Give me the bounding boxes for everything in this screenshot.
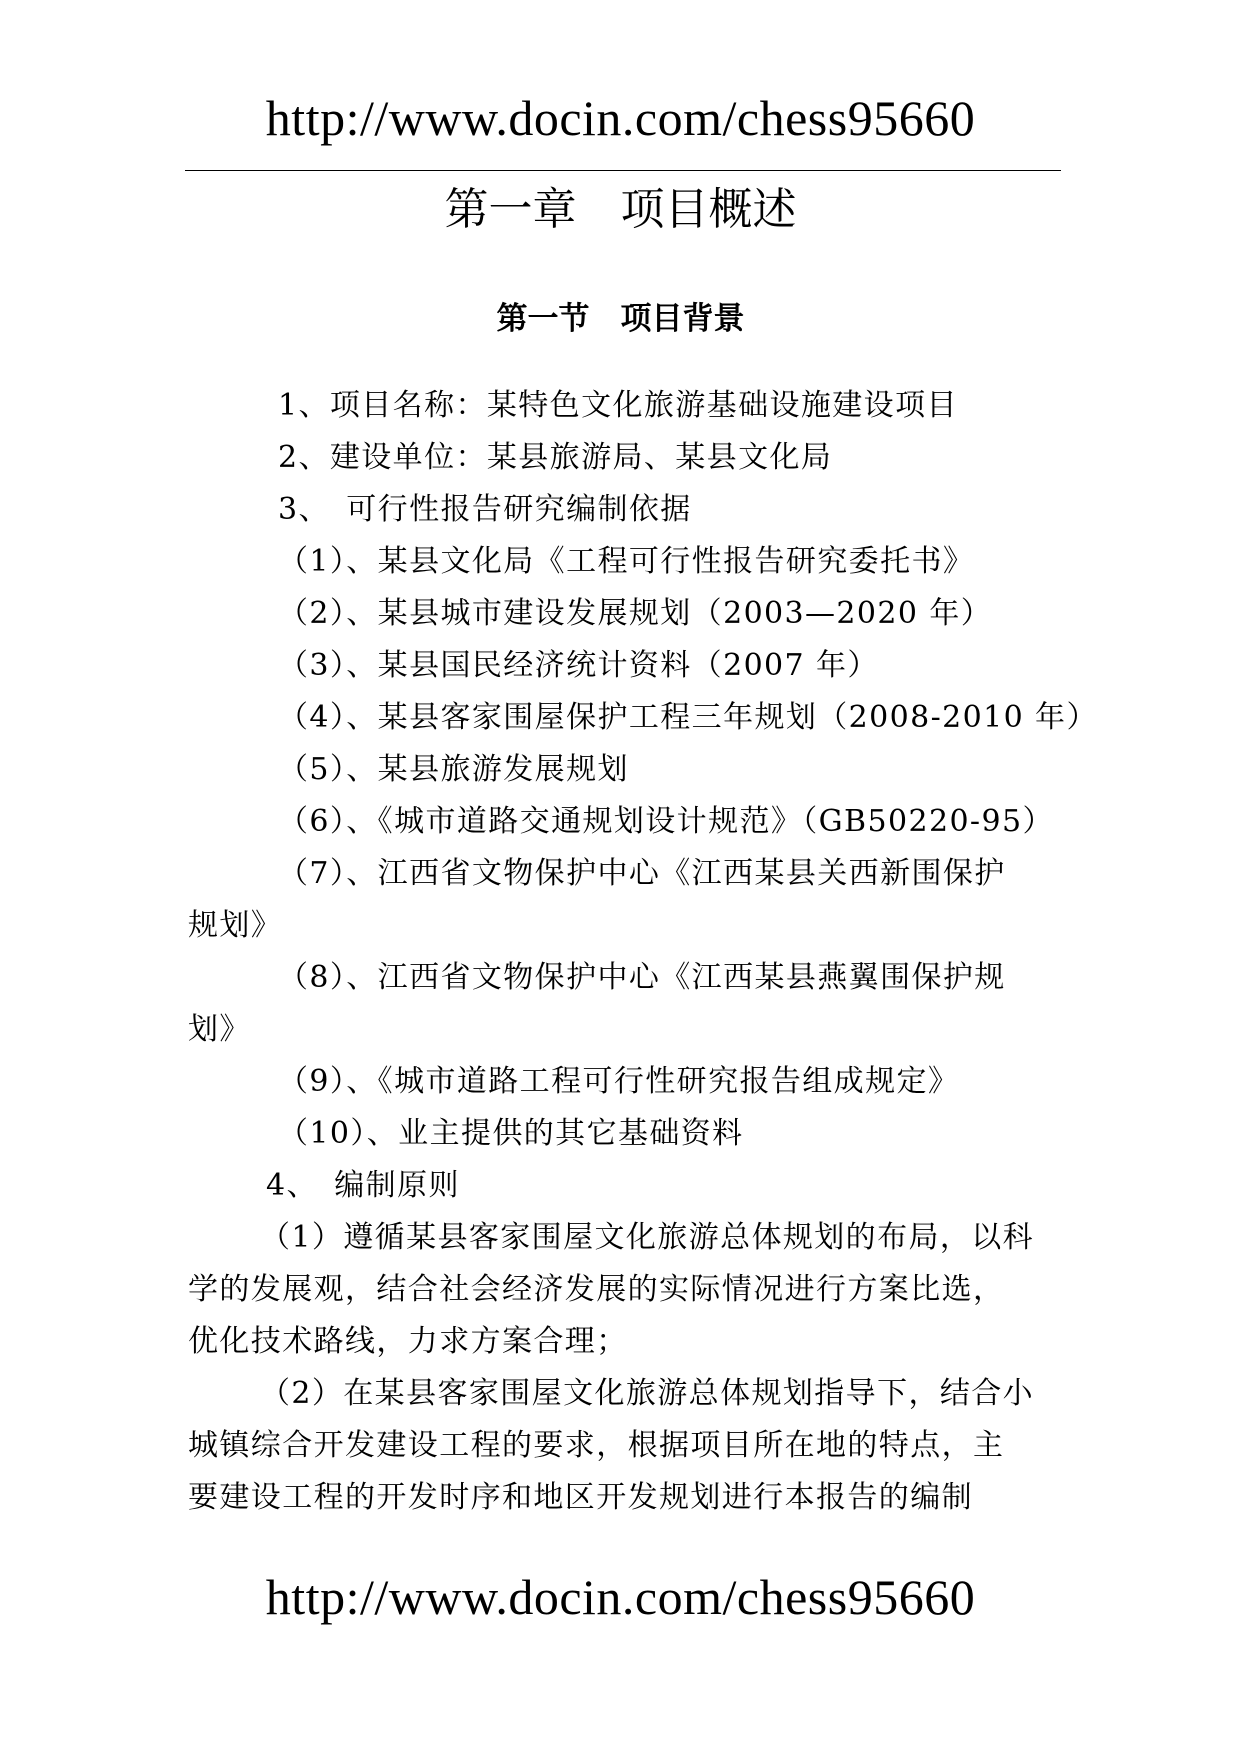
principle-1-line-2: 学的发展观，结合社会经济发展的实际情况进行方案比选， — [188, 1272, 1005, 1307]
item-principles-heading: 4、 编制原则 — [266, 1168, 460, 1203]
basis-item-6: （6）、《城市道路交通规划设计规范》（GB50220-95） — [278, 804, 1054, 839]
item-basis-heading: 3、 可行性报告研究编制依据 — [278, 492, 692, 527]
basis-item-7: （7）、江西省文物保护中心《江西某县关西新围保护 — [278, 856, 1006, 891]
footer-url: http://www.docin.com/chess95660 — [265, 1569, 976, 1625]
document-body — [188, 380, 1098, 1524]
basis-item-10: （10）、业主提供的其它基础资料 — [278, 1116, 744, 1151]
basis-item-8-continued: 划》 — [188, 1012, 251, 1047]
principle-2-line-3: 要建设工程的开发时序和地区开发规划进行本报告的编制 — [188, 1480, 973, 1515]
principle-2-line-2: 城镇综合开发建设工程的要求，根据项目所在地的特点，主 — [188, 1428, 1005, 1463]
principle-1-line-1: （1）遵循某县客家围屋文化旅游总体规划的布局，以科 — [260, 1220, 1035, 1255]
basis-item-7-continued: 规划》 — [188, 908, 283, 943]
item-project-name: 1、项目名称：某特色文化旅游基础设施建设项目 — [278, 388, 958, 423]
section-title: 第一节 项目背景 — [496, 301, 745, 337]
basis-item-5: （5）、某县旅游发展规划 — [278, 752, 629, 787]
basis-item-4: （4）、某县客家围屋保护工程三年规划（2008-2010 年） — [278, 700, 1098, 735]
principle-1-line-3: 优化技术路线，力求方案合理； — [188, 1324, 628, 1359]
basis-item-9: （9）、《城市道路工程可行性研究报告组成规定》 — [278, 1064, 960, 1099]
header-divider — [185, 170, 1061, 171]
header-url: http://www.docin.com/chess95660 — [265, 90, 976, 146]
basis-item-3: （3）、某县国民经济统计资料（2007 年） — [278, 648, 879, 683]
principle-2-line-1: （2）在某县客家围屋文化旅游总体规划指导下，结合小 — [260, 1376, 1035, 1411]
item-construction-unit: 2、建设单位：某县旅游局、某县文化局 — [278, 440, 833, 475]
basis-item-2: （2）、某县城市建设发展规划（2003—2020 年） — [278, 596, 993, 631]
basis-item-1: （1）、某县文化局《工程可行性报告研究委托书》 — [278, 544, 975, 579]
basis-item-8: （8）、江西省文物保护中心《江西某县燕翼围保护规 — [278, 960, 1006, 995]
chapter-title: 第一章 项目概述 — [444, 184, 797, 235]
